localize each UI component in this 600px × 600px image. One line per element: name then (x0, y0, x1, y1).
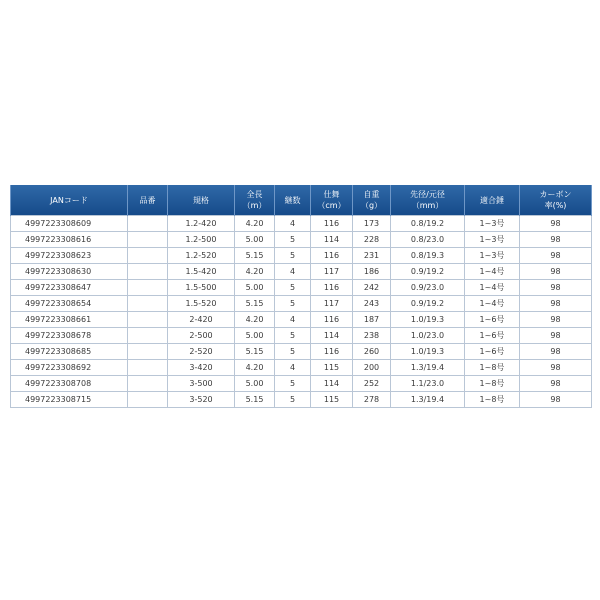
closed-length-cell: 114 (311, 232, 353, 248)
jan-code-cell: 4997223308708 (11, 376, 128, 392)
weight-cell: 187 (353, 312, 391, 328)
sections-cell: 5 (275, 392, 311, 408)
table-row (11, 328, 592, 344)
closed-length-cell: 116 (311, 312, 353, 328)
kikaku-cell: 1.2-520 (168, 248, 235, 264)
header-line1: 自重 (363, 190, 380, 199)
carbon-cell: 98 (520, 280, 592, 296)
sections-cell: 5 (275, 296, 311, 312)
diameter-cell: 0.8/19.2 (391, 216, 465, 232)
diameter-cell: 1.0/19.3 (391, 312, 465, 328)
sinker-cell: 1~4号 (465, 264, 520, 280)
table-row (11, 264, 592, 280)
closed-length-cell: 116 (311, 248, 353, 264)
length-cell: 4.20 (235, 312, 275, 328)
jan-code-cell: 4997223308692 (11, 360, 128, 376)
header-kei (391, 185, 465, 216)
carbon-cell: 98 (520, 248, 592, 264)
carbon-cell: 98 (520, 360, 592, 376)
table-body (11, 216, 592, 408)
header-line2: （cm） (317, 201, 346, 210)
header-tsugi (275, 185, 311, 216)
length-cell: 5.00 (235, 280, 275, 296)
carbon-cell: 98 (520, 344, 592, 360)
weight-cell: 200 (353, 360, 391, 376)
length-cell: 5.00 (235, 376, 275, 392)
jan-code-cell: 4997223308609 (11, 216, 128, 232)
length-cell: 5.15 (235, 296, 275, 312)
table-row (11, 344, 592, 360)
closed-length-cell: 114 (311, 328, 353, 344)
sinker-cell: 1~6号 (465, 344, 520, 360)
header-line1: JANコード (50, 195, 88, 205)
sinker-cell: 1~6号 (465, 312, 520, 328)
jan-code-cell: 4997223308661 (11, 312, 128, 328)
sections-cell: 5 (275, 232, 311, 248)
jan-code-cell: 4997223308647 (11, 280, 128, 296)
sinker-cell: 1~8号 (465, 392, 520, 408)
hinban-cell (128, 216, 168, 232)
sections-cell: 4 (275, 264, 311, 280)
sections-cell: 5 (275, 376, 311, 392)
carbon-cell: 98 (520, 216, 592, 232)
sinker-cell: 1~8号 (465, 376, 520, 392)
spec-table (10, 185, 592, 408)
weight-cell: 252 (353, 376, 391, 392)
table-row (11, 232, 592, 248)
table-row (11, 392, 592, 408)
kikaku-cell: 1.2-500 (168, 232, 235, 248)
jan-code-cell: 4997223308623 (11, 248, 128, 264)
length-cell: 4.20 (235, 360, 275, 376)
closed-length-cell: 117 (311, 296, 353, 312)
kikaku-cell: 3-420 (168, 360, 235, 376)
hinban-cell (128, 248, 168, 264)
header-row (11, 185, 592, 216)
closed-length-cell: 116 (311, 344, 353, 360)
header-omori (465, 185, 520, 216)
sinker-cell: 1~6号 (465, 328, 520, 344)
diameter-cell: 1.3/19.4 (391, 360, 465, 376)
kikaku-cell: 1.2-420 (168, 216, 235, 232)
closed-length-cell: 116 (311, 216, 353, 232)
weight-cell: 186 (353, 264, 391, 280)
hinban-cell (128, 376, 168, 392)
jan-code-cell: 4997223308616 (11, 232, 128, 248)
kikaku-cell: 2-520 (168, 344, 235, 360)
carbon-cell: 98 (520, 392, 592, 408)
header-zencho (235, 185, 275, 216)
sections-cell: 4 (275, 360, 311, 376)
kikaku-cell: 2-500 (168, 328, 235, 344)
length-cell: 5.15 (235, 392, 275, 408)
sinker-cell: 1~8号 (465, 360, 520, 376)
table-row (11, 216, 592, 232)
header-line1: 適合錘 (480, 195, 504, 205)
header-line2: （m） (242, 201, 267, 210)
hinban-cell (128, 360, 168, 376)
hinban-cell (128, 328, 168, 344)
weight-cell: 278 (353, 392, 391, 408)
header-line2: （g） (360, 201, 383, 210)
weight-cell: 242 (353, 280, 391, 296)
diameter-cell: 0.8/19.3 (391, 248, 465, 264)
table-row (11, 376, 592, 392)
header-jiju (353, 185, 391, 216)
carbon-cell: 98 (520, 312, 592, 328)
weight-cell: 231 (353, 248, 391, 264)
table-row (11, 296, 592, 312)
diameter-cell: 0.9/19.2 (391, 264, 465, 280)
length-cell: 4.20 (235, 264, 275, 280)
sections-cell: 5 (275, 328, 311, 344)
header-line1: 規格 (193, 195, 209, 205)
kikaku-cell: 3-500 (168, 376, 235, 392)
header-jan (11, 185, 128, 216)
length-cell: 4.20 (235, 216, 275, 232)
header-line1: 先径/元径 (410, 190, 445, 199)
kikaku-cell: 2-420 (168, 312, 235, 328)
length-cell: 5.15 (235, 344, 275, 360)
jan-code-cell: 4997223308678 (11, 328, 128, 344)
sinker-cell: 1~4号 (465, 296, 520, 312)
table-header (11, 185, 592, 216)
closed-length-cell: 114 (311, 376, 353, 392)
header-kikaku (168, 185, 235, 216)
header-line2: 率(%) (544, 201, 567, 210)
jan-code-cell: 4997223308630 (11, 264, 128, 280)
sections-cell: 5 (275, 344, 311, 360)
header-line1: 仕舞 (323, 190, 340, 199)
weight-cell: 260 (353, 344, 391, 360)
jan-code-cell: 4997223308685 (11, 344, 128, 360)
weight-cell: 173 (353, 216, 391, 232)
carbon-cell: 98 (520, 328, 592, 344)
hinban-cell (128, 280, 168, 296)
length-cell: 5.00 (235, 328, 275, 344)
kikaku-cell: 1.5-420 (168, 264, 235, 280)
sinker-cell: 1~3号 (465, 216, 520, 232)
sections-cell: 4 (275, 312, 311, 328)
sinker-cell: 1~3号 (465, 248, 520, 264)
weight-cell: 228 (353, 232, 391, 248)
header-line1: 継数 (284, 195, 301, 205)
carbon-cell: 98 (520, 232, 592, 248)
header-line1: 品番 (139, 195, 156, 205)
sections-cell: 4 (275, 216, 311, 232)
hinban-cell (128, 296, 168, 312)
diameter-cell: 1.0/19.3 (391, 344, 465, 360)
table-row (11, 360, 592, 376)
sinker-cell: 1~3号 (465, 232, 520, 248)
kikaku-cell: 1.5-520 (168, 296, 235, 312)
weight-cell: 243 (353, 296, 391, 312)
table-row (11, 312, 592, 328)
diameter-cell: 1.3/19.4 (391, 392, 465, 408)
sections-cell: 5 (275, 248, 311, 264)
diameter-cell: 0.9/19.2 (391, 296, 465, 312)
header-carbon (520, 185, 592, 216)
closed-length-cell: 116 (311, 280, 353, 296)
carbon-cell: 98 (520, 264, 592, 280)
closed-length-cell: 117 (311, 264, 353, 280)
hinban-cell (128, 312, 168, 328)
kikaku-cell: 1.5-500 (168, 280, 235, 296)
header-hinban (128, 185, 168, 216)
length-cell: 5.00 (235, 232, 275, 248)
jan-code-cell: 4997223308654 (11, 296, 128, 312)
hinban-cell (128, 264, 168, 280)
header-line1: カーボン (539, 190, 572, 199)
hinban-cell (128, 232, 168, 248)
length-cell: 5.15 (235, 248, 275, 264)
header-line2: （mm） (411, 201, 444, 210)
table-row (11, 280, 592, 296)
header-line1: 全長 (246, 190, 263, 199)
hinban-cell (128, 392, 168, 408)
diameter-cell: 1.1/23.0 (391, 376, 465, 392)
hinban-cell (128, 344, 168, 360)
sections-cell: 5 (275, 280, 311, 296)
carbon-cell: 98 (520, 296, 592, 312)
kikaku-cell: 3-520 (168, 392, 235, 408)
table-row (11, 248, 592, 264)
sinker-cell: 1~4号 (465, 280, 520, 296)
weight-cell: 238 (353, 328, 391, 344)
diameter-cell: 0.9/23.0 (391, 280, 465, 296)
header-shimai (311, 185, 353, 216)
closed-length-cell: 115 (311, 360, 353, 376)
jan-code-cell: 4997223308715 (11, 392, 128, 408)
diameter-cell: 0.8/23.0 (391, 232, 465, 248)
carbon-cell: 98 (520, 376, 592, 392)
diameter-cell: 1.0/23.0 (391, 328, 465, 344)
closed-length-cell: 115 (311, 392, 353, 408)
